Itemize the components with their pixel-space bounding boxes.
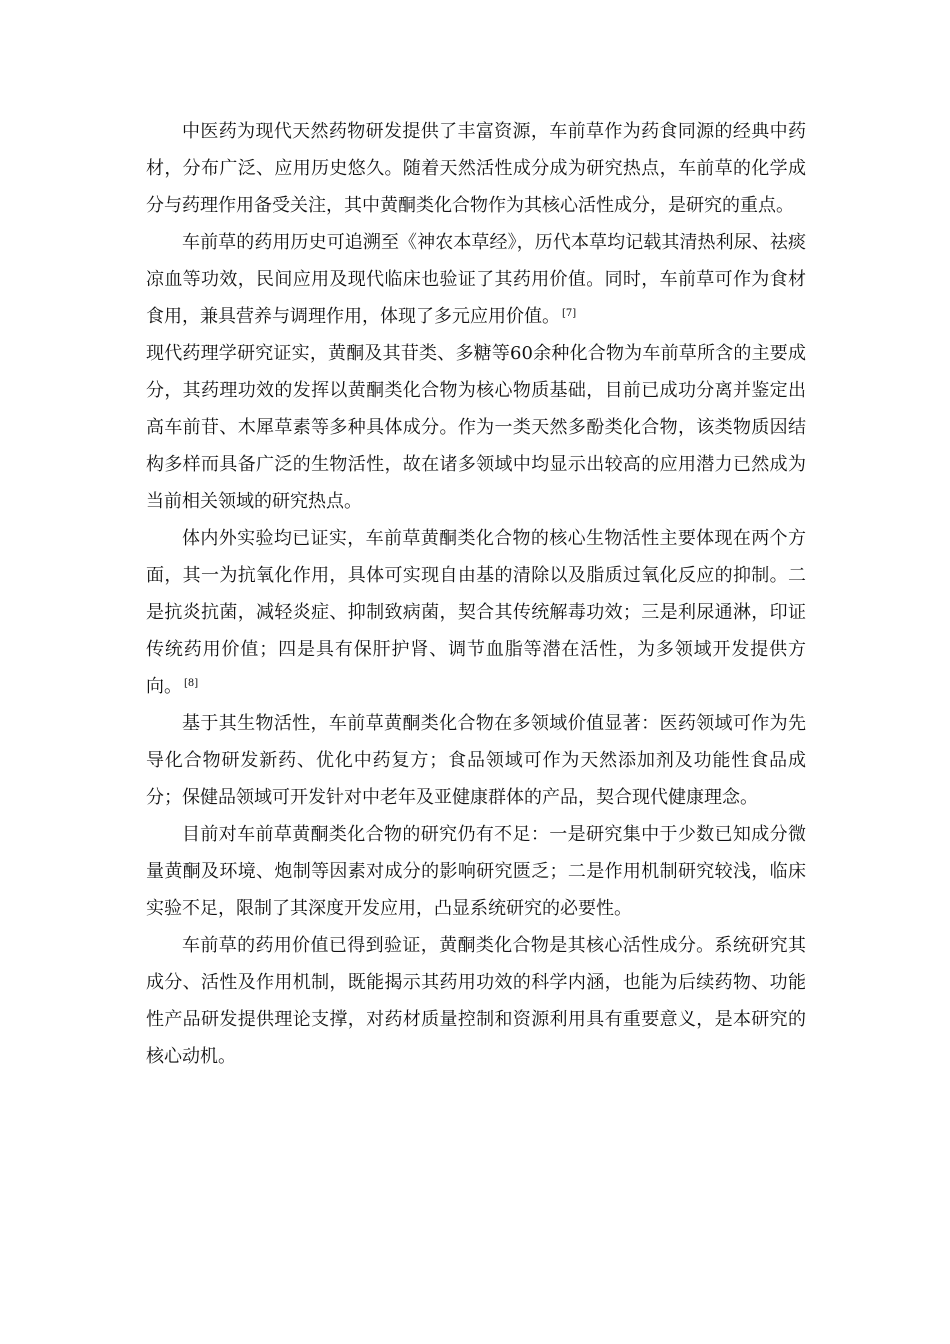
paragraph-history bbox=[146, 224, 806, 335]
citation-marker: [8] bbox=[184, 678, 199, 689]
paragraph-intro bbox=[146, 113, 806, 224]
paragraph-bioactivity bbox=[146, 520, 806, 705]
paragraph-text: 车前草的药用历史可追溯至《神农本草经》，历代本草均记载其清热利尿、祛痰凉血等功效，民间应用及现代临床也验证了其药用价值。同时，车前草可作为食材食用，兼具营养与调理作用，体现了多元应用价值。 bbox=[146, 232, 806, 327]
paragraph-motivation bbox=[146, 927, 806, 1075]
document-body bbox=[146, 113, 806, 1075]
paragraph-pharmacology bbox=[146, 335, 806, 520]
paragraph-text: 体内外实验均已证实，车前草黄酮类化合物的核心生物活性主要体现在两个方面，其一为抗氧化作用，具体可实现自由基的清除以及脂质过氧化反应的抑制。二是抗炎抗菌，减轻炎症、抑制致病菌，契合其传统解毒功效；三是利尿通淋，印证传统药用价值；四是具有保肝护肾、调节血脂等潜在活性，为多领域开发提供方向。 bbox=[146, 528, 806, 697]
paragraph-limitations bbox=[146, 816, 806, 927]
paragraph-text: 基于其生物活性，车前草黄酮类化合物在多领域价值显著：医药领域可作为先导化合物研发新药、优化中药复方；食品领域可作为天然添加剂及功能性食品成分；保健品领域可开发针对中老年及亚健康群体的产品，契合现代健康理念。 bbox=[146, 713, 806, 808]
paragraph-text: 车前草的药用价值已得到验证，黄酮类化合物是其核心活性成分。系统研究其成分、活性及作用机制，既能揭示其药用功效的科学内涵，也能为后续药物、功能性产品研发提供理论支撑，对药材质量控制和资源利用具有重要意义，是本研究的核心动机。 bbox=[146, 935, 806, 1067]
citation-marker: [7] bbox=[562, 308, 577, 319]
paragraph-applications bbox=[146, 705, 806, 816]
paragraph-text: 现代药理学研究证实，黄酮及其苷类、多糖等60余种化合物为车前草所含的主要成分，其药理功效的发挥以黄酮类化合物为核心物质基础，目前已成功分离并鉴定出高车前苷、木犀草素等多种具体成分。作为一类天然多酚类化合物，该类物质因结构多样而具备广泛的生物活性，故在诸多领域中均显示出较高的应用潜力已然成为当前相关领域的研究热点。 bbox=[146, 343, 806, 512]
paragraph-text: 目前对车前草黄酮类化合物的研究仍有不足：一是研究集中于少数已知成分微量黄酮及环境、炮制等因素对成分的影响研究匮乏；二是作用机制研究较浅，临床实验不足，限制了其深度开发应用，凸显系统研究的必要性。 bbox=[146, 824, 806, 919]
paragraph-text: 中医药为现代天然药物研发提供了丰富资源，车前草作为药食同源的经典中药材，分布广泛、应用历史悠久。随着天然活性成分成为研究热点，车前草的化学成分与药理作用备受关注，其中黄酮类化合物作为其核心活性成分，是研究的重点。 bbox=[146, 121, 806, 216]
